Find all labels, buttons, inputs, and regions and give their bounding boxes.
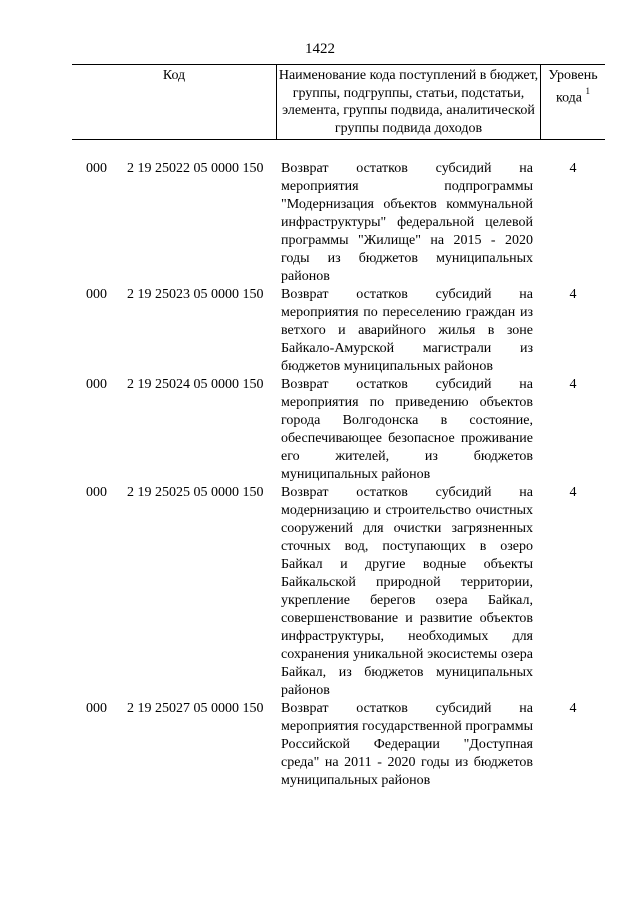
row-name: Возврат остатков субсидий на мероприятия государственной программы Российской Федерации "Доступная среда" на 2011 - 2020 годы из бюджетов муниципальных районов [281,701,533,788]
row-name: Возврат остатков субсидий на мероприятия по переселению граждан из ветхого и аварийного жилья в зоне Байкало-Амурской магистрали из бюджетов муниципальных районов [281,287,533,374]
row-level: 4 [569,701,577,716]
page-number: 1422 [305,41,335,57]
row-name: Возврат остатков субсидий на мероприятия по приведению объектов города Волгодонска в состояние, обеспечивающее безопасное проживание его жителей, из бюджетов муниципальных районов [281,377,533,482]
row-name: Возврат остатков субсидий на модернизацию и строительство очистных сооружений для очистки загрязненных сточных вод, поступающих в озеро Байкал и другие водные объекты Байкальской природной территории, укрепление берегов озера Байкал, совершенствование и развитие объектов инфраструктуры, необходимых для сохранения уникальной экосистемы озера Байкал, из бюджетов муниципальных районов [281,485,533,698]
row-prefix: 000 [86,701,107,716]
header-level-cell [541,65,605,139]
table-header [72,64,605,140]
row-code: 2 19 25023 05 0000 150 [127,287,264,302]
table-row [72,286,605,376]
header-level: Уровень кода [548,68,598,106]
row-level: 4 [569,287,577,302]
header-name: Наименование кода поступлений в бюджет, группы, подгруппы, статьи, подстатьи, элемента, группы подвида, аналитической группы подвида доходов [276,65,541,139]
row-name: Возврат остатков субсидий на мероприятия подпрограммы "Модернизация объектов коммунальной инфраструктуры" федеральной целевой программы "Жилище" на 2015 - 2020 годы из бюджетов муниципальных районов [281,161,533,284]
header-code: Код [162,68,186,83]
row-code: 2 19 25025 05 0000 150 [127,485,264,500]
table-row [72,484,605,700]
table-row [72,700,605,790]
row-code: 2 19 25027 05 0000 150 [127,701,264,716]
row-code: 2 19 25022 05 0000 150 [127,161,264,176]
table-row [72,376,605,484]
row-prefix: 000 [86,287,107,302]
header-level-footnote: 1 [585,85,591,96]
row-level: 4 [569,377,577,392]
row-prefix: 000 [86,161,107,176]
row-code: 2 19 25024 05 0000 150 [127,377,264,392]
table-body [72,160,605,790]
row-level: 4 [569,161,577,176]
row-level: 4 [569,485,577,500]
row-prefix: 000 [86,485,107,500]
row-prefix: 000 [86,377,107,392]
table-row [72,160,605,286]
